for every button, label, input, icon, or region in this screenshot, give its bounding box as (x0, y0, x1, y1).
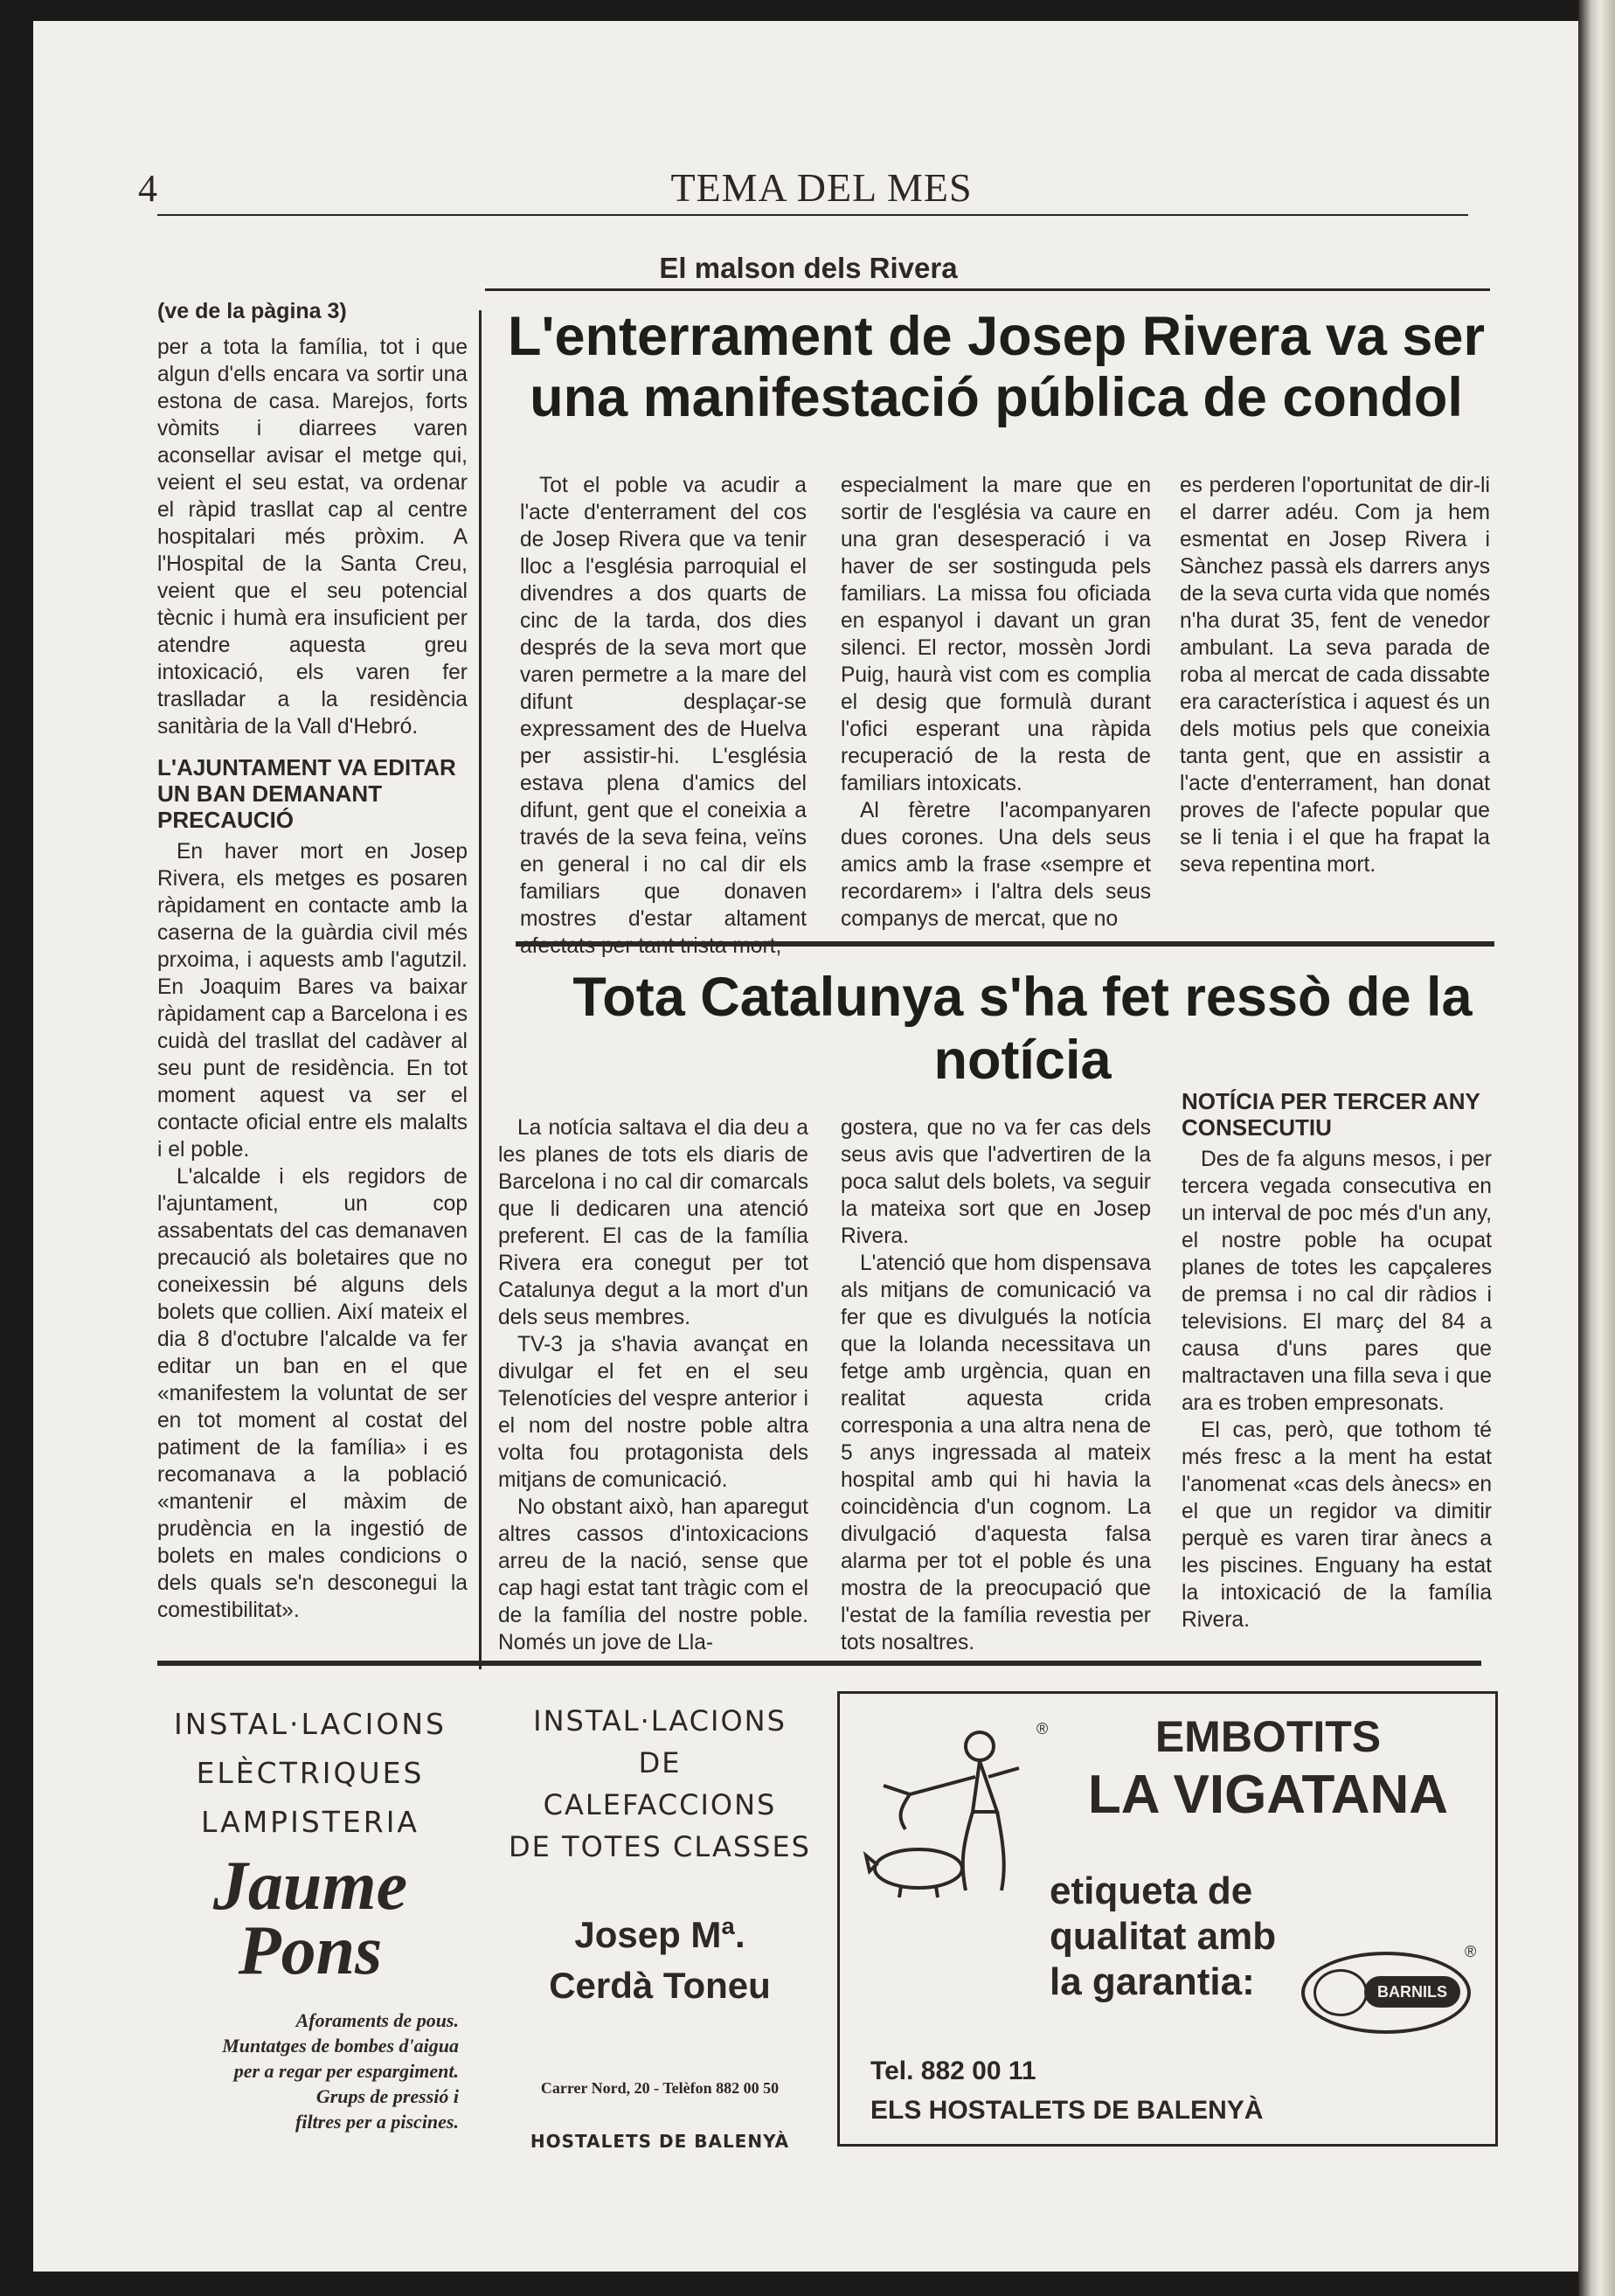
registered-mark: ® (1036, 1720, 1049, 1738)
kicker: El malson dels Rivera (659, 252, 958, 284)
ad-service: Muntatges de bombes d'aigua (222, 2035, 459, 2057)
ad-jaume-pons (162, 1700, 459, 2134)
article1-paragraph: es perderen l'oportunitat de dir-li el darrer adéu. Com ja hem esmentat en Josep Rivera i Sànchez passà els darrers anys de la seva curta vida que només n'ha durat 35, fent de venedor ambulant. La seva parada de roba al mercat de cada dissabte era característica i aquest és un dels motius pels que coneixia tanta gent, que en assistir a l'acte d'enterrament, han donat proves de l'afecte popular que se li tenia i el que ha frapat la seva repentina mort. (1180, 474, 1490, 877)
ad-slogan-line: qualitat amb (1050, 1915, 1277, 1958)
ad-line: INSTAL·LACIONS (174, 1707, 447, 1741)
kicker-rule (485, 288, 1490, 291)
ad-line: INSTAL·LACIONS DE (533, 1704, 787, 1779)
article2-headline: Tota Catalunya s'ha fet ressò de la notícia (572, 967, 1473, 1091)
article2-paragraph: El cas, però, que tothom té més fresc a la ment ha estat l'anomenat «cas dels ànecs» en el que un regidor va dimitir perquè es varen tirar ànecs a les piscines. Enguany ha estat la intoxicació de la família Rivera. (1182, 1419, 1492, 1632)
continued-from: (ve de la pàgina 3) (157, 299, 347, 323)
article2-paragraph: TV-3 ja s'havia avançat en divulgar el fet en el seu Telenotícies del vespre anterior i el nom del nostre poble altra volta fou protagonista dels mitjans de comunicació. (498, 1333, 808, 1492)
ad-la-vigatana (837, 1691, 1498, 2147)
ad-town: HOSTALETS DE BALENYÀ (530, 2131, 790, 2152)
article1-col2 (841, 472, 1151, 933)
article1-paragraph: Tot el poble va acudir a l'acte d'enterrament del cos de Josep Rivera que va tenir lloc a l'església parroquial el divendres a dos quarts de cinc de la tarda, dos dies després de la seva mort que varen permetre a la mare del difunt desplaçar-se expressament des de Huelva per assistir-hi. L'església estava plena d'amics del difunt, gent que el coneixia a través de la seva feina, veïns en general i no cal dir els familiars que donaven mostres d'estar altament (520, 474, 807, 931)
registered-mark: ® (1465, 1943, 1477, 1960)
left-column (157, 334, 468, 1624)
ad-phone: Tel. 882 00 11 (870, 2057, 1036, 2085)
page-spine (1578, 0, 1615, 2296)
ad-name: Cerdà Toneu (549, 1965, 771, 2006)
ad-name: Josep Mª. (574, 1914, 745, 1955)
section-title: TEMA DEL MES (670, 165, 973, 210)
column-divider (479, 310, 482, 1669)
left-paragraph: En haver mort en Josep Rivera, els metges es posaren ràpidament en contacte amb la caserna de la guàrdia civil més prxoima, i aquests amb l'agutzil. En Joaquim Bares va baixar ràpidament cap a Barcelona i es cuidà del trasllat del cadàver al seu punt de residència. En tot moment aquest va ser el contacte oficial entre els malalts i el poble. (157, 840, 468, 1162)
article2-col3 (1182, 1088, 1492, 1634)
article1-col1 (520, 472, 807, 960)
ad-cerda-toneu (507, 1700, 813, 2152)
ad-logo-name: Pons (238, 1912, 383, 1989)
ad-line: CALEFACCIONS (543, 1788, 777, 1821)
ad-logo-name: Jaume (212, 1848, 408, 1925)
left-paragraph: L'alcalde i els regidors de l'ajuntament, un cop assabentats del cas demanaven precaució als boletaires que no coneixessin bé alguns dels bolets que collien. Així mateix el dia 8 d'octubre l'alcalde va fer editar un ban en el que «manifestem la voluntat de ser en tot moment al costat del patiment de la família» i es recomanava a la població «mantenir el màxim de prudència en la ingestió de bolets en males condicions o dels quals se'n desconegui la comestibilitat». (157, 1165, 468, 1622)
ad-title: EMBOTITS (1154, 1712, 1382, 1761)
ad-service: filtres per a piscines. (295, 2111, 459, 2133)
barnils-brand: BARNILS (1364, 1976, 1460, 2008)
article-divider (516, 941, 1494, 947)
article2-col1 (498, 1114, 808, 1656)
article1-paragraph: Al fèretre l'acompanyaren dues corones. Una dels seus amics amb la frase «sempre et recordarem» i l'altra dels seus companys de mercat, que no (841, 799, 1151, 931)
article1-col3 (1180, 472, 1490, 878)
article2-paragraph: No obstant això, han aparegut altres cassos d'intoxicacions arreu de la nació, sense que cap hagi estat tant tràgic com el de la família del nostre poble. Només un jove de Lla- (498, 1495, 808, 1654)
header-rule (157, 214, 1468, 216)
article2-paragraph: Des de fa alguns mesos, i per tercera vegada consecutiva en un interval de poc més d'un any, el nostre poble ha ocupat planes de totes les capçaleres de premsa i no cal dir ràdios i televisions. El març del 84 a causa d'uns pares que maltractaven una filla seva i que ara es troben empresonats. (1182, 1148, 1492, 1415)
article2-col2 (841, 1114, 1151, 1656)
ad-service: Aforaments de pous. (295, 2009, 459, 2031)
article1-headline: L'enterrament de Josep Rivera va ser una manifestació pública de condol (507, 306, 1485, 428)
ad-town: ELS HOSTALETS DE BALENYÀ (870, 2096, 1264, 2125)
ads-divider (157, 1661, 1481, 1666)
farmer-pig-illustration-icon (857, 1716, 1041, 1899)
ad-slogan-line: etiqueta de (1050, 1869, 1253, 1912)
left-paragraph: per a tota la família, tot i que algun d'ells encara va sortir una estona de casa. Marejos, forts vòmits i diarrees varen aconsellar avisar el metge qui, veient el seu estat, va ordenar el ràpid trasllat cap al centre hospitalari més pròxim. A l'Hospital de la Santa Creu, veient que el seu potencial tècnic i humà era insuficient per atendre aquesta greu intoxicació, els varen fer traslladar a la residència sanitària de la Vall d'Hebró. (157, 336, 468, 739)
article2-paragraph: gostera, que no va fer cas dels seus avis que l'advertiren de la poca salut dels bolets, va seguir la mateixa sort que en Josep Rivera. (841, 1116, 1151, 1248)
ad-slogan (1050, 1869, 1276, 2005)
barnils-logo (1301, 1952, 1471, 2034)
article1-paragraph: especialment la mare que en sortir de l'església va caure en una gran desesperació i va haver de ser sostinguda pels familiars. La missa fou oficiada en espanyol i davant un gran silenci. El rector, mossèn Jordi Puig, haurà vist com es complia el desig que formulà durant l'ofici esperant una ràpida recuperació de la resta de familiars intoxicats. (841, 474, 1151, 795)
ad-line: LAMPISTERIA (200, 1805, 419, 1839)
page-number: 4 (138, 167, 157, 210)
ad-line: ELÈCTRIQUES (196, 1756, 425, 1790)
ad-address: Carrer Nord, 20 - Telèfon 882 00 50 (540, 2079, 780, 2097)
article2-paragraph: L'atenció que hom dispensava als mitjans de comunicació va fer que es divulgués la notícia que la Iolanda necessitava un fetge amb urgència, quan en realitat aquesta crida corresponia a una altra nena de 5 anys ingressada al mateix hospital amb qui hi havia la coincidència d'un cognom. La divulgació d'aquesta falsa alarma per tot el poble és una mostra de la preocupació que l'estat de la família revestia per tots nosaltres. (841, 1252, 1151, 1654)
article2-paragraph: La notícia saltava el dia deu a les planes de tots els diaris de Barcelona i no cal dir comarcals que li dedicaren una atenció preferent. El cas de la família Rivera era conegut per tot Catalunya degut a la mort d'un dels seus membres. (498, 1116, 808, 1329)
left-subheading: L'AJUNTAMENT VA EDITAR UN BAN DEMANANT PRECAUCIÓ (157, 754, 456, 833)
ad-line: DE TOTES CLASSES (509, 1830, 811, 1863)
ad-slogan-line: la garantia: (1050, 1960, 1255, 2003)
ad-service: per a regar per espargiment. (233, 2060, 459, 2082)
ad-service: Grups de pressió i (315, 2085, 459, 2107)
pig-icon (1313, 1969, 1368, 2016)
ad-title: LA VIGATANA (1087, 1765, 1449, 1825)
article2-subheading: NOTÍCIA PER TERCER ANY CONSECUTIU (1182, 1088, 1480, 1141)
